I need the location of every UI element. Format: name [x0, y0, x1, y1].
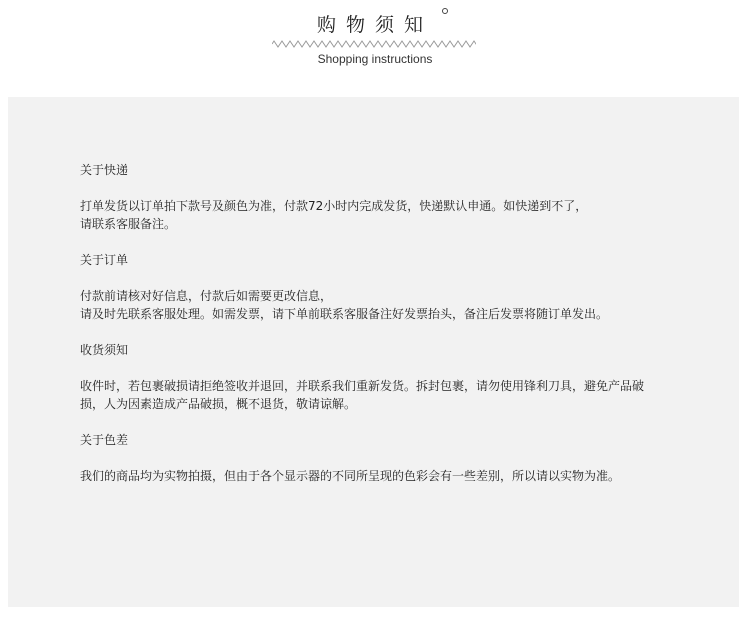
page-subtitle: Shopping instructions — [317, 52, 433, 66]
section-color-difference — [80, 431, 660, 485]
page-title: 购物须知 — [316, 14, 433, 36]
section-body: 收件时，若包裹破损请拒绝签收并退回，并联系我们重新发货。拆封包裹，请勿使用锋利刀具，避免产品破 损，人为因素造成产品破损，概不退货，敬请谅解。 — [80, 379, 645, 411]
section-title: 收货须知 — [80, 343, 129, 357]
section-orders — [80, 251, 660, 323]
instructions-content — [80, 161, 660, 503]
section-body: 付款前请核对好信息，付款后如需要更改信息， 请及时先联系客服处理。如需发票，请下单前联系客服备注好发票抬头，备注后发票将随订单发出。 — [80, 289, 609, 321]
section-title: 关于订单 — [80, 253, 129, 267]
section-shipping — [80, 161, 660, 233]
section-title: 关于快递 — [80, 163, 129, 177]
wave-divider — [272, 40, 476, 48]
section-body: 我们的商品均为实物拍摄，但由于各个显示器的不同所呈现的色彩会有一些差别，所以请以实物为准。 — [80, 469, 621, 483]
section-title: 关于色差 — [80, 433, 129, 447]
section-body: 打单发货以订单拍下款号及颜色为准，付款72小时内完成发货，快递默认申通。如快递到不了， 请联系客服备注。 — [80, 199, 588, 231]
title-dot-ornament — [442, 8, 448, 14]
section-receiving — [80, 341, 660, 413]
